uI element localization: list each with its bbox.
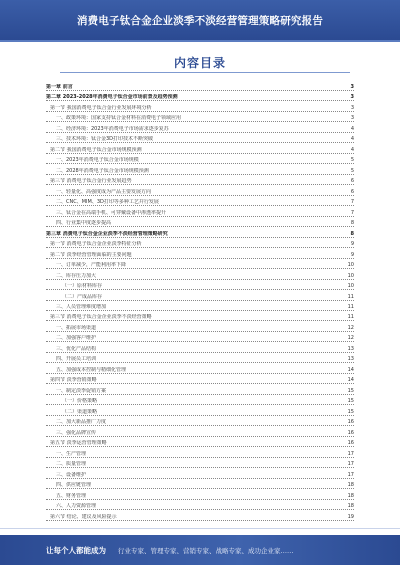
toc-entry[interactable] — [46, 260, 354, 269]
toc-entry-text: 二、CNC、MIM、3D打印等多种工艺并行发展 — [46, 199, 161, 205]
toc-entry[interactable] — [46, 344, 354, 353]
toc-entry[interactable] — [46, 428, 354, 437]
toc-entry-text: 二、库存压力加大 — [46, 273, 98, 279]
toc-entry[interactable] — [46, 480, 354, 489]
toc-entry[interactable] — [46, 386, 354, 395]
toc-entry-text: （一）价格策略 — [46, 398, 99, 404]
toc-entry-page: 17 — [347, 471, 354, 478]
toc-entry-text: 一、拓展市场渠道 — [46, 325, 98, 331]
header-banner — [0, 0, 400, 40]
toc-entry[interactable] — [46, 417, 354, 426]
toc-entry[interactable] — [46, 459, 354, 468]
toc-entry[interactable] — [46, 302, 354, 311]
toc-entry-page: 12 — [347, 335, 354, 342]
toc-entry-page: 10 — [347, 262, 354, 269]
toc-entry-page: 15 — [347, 408, 354, 415]
toc-entry-text: 三、人员管理难度增加 — [46, 304, 108, 310]
toc-entry-text: 二、经济环境：2023年消费电子市场需求逐步复苏 — [46, 126, 171, 132]
toc-entry[interactable] — [46, 292, 354, 301]
toc-entry-page: 15 — [347, 387, 354, 394]
toc-entry-page: 13 — [347, 345, 354, 352]
toc-entry-text: 三、钛合金在高端手机、可穿戴设备中渗透率提升 — [46, 210, 168, 216]
toc-entry-text: 四、行业集中度逐步提高 — [46, 220, 113, 226]
toc-entry-page: 7 — [350, 199, 354, 206]
toc-entry[interactable] — [46, 312, 354, 321]
toc-entry[interactable] — [46, 438, 354, 447]
toc-entry-page: 8 — [350, 220, 354, 227]
toc-entry[interactable] — [46, 281, 354, 290]
toc-entry[interactable] — [46, 407, 354, 416]
toc-entry-text: 五、财务管理 — [46, 493, 88, 499]
toc-entry-text: 二、2028年消费电子钛合金市场规模预测 — [46, 168, 151, 174]
toc-entry[interactable] — [46, 491, 354, 500]
toc-entry-page: 9 — [350, 241, 354, 248]
toc-entry-page: 11 — [347, 304, 354, 310]
toc-entry-page: 4 — [350, 146, 354, 153]
toc-entry-text: 二、加强客户维护 — [46, 335, 98, 341]
footer-banner — [0, 535, 400, 565]
toc-entry[interactable] — [46, 375, 354, 384]
toc-entry-text: （一）原材料库存 — [46, 283, 104, 289]
toc-entry-page: 4 — [350, 136, 354, 143]
toc-entry[interactable] — [46, 176, 354, 185]
toc-entry[interactable] — [46, 323, 354, 332]
toc-entry-text: 第二章 2023-2028年消费电子钛合金市场前景及趋势预测 — [46, 94, 178, 101]
toc-entry[interactable] — [46, 470, 354, 479]
toc-entry-text: 六、人力资源管理 — [46, 503, 98, 509]
toc-entry[interactable] — [46, 103, 354, 112]
toc-entry-text: 第四节 淡季营销策略 — [46, 377, 99, 383]
toc-entry-page: 19 — [347, 513, 354, 520]
toc-entry-page: 11 — [347, 314, 354, 321]
toc-entry[interactable] — [46, 512, 354, 521]
toc-entry[interactable] — [46, 208, 354, 217]
toc-entry-text: 第一章 前言 — [46, 84, 73, 90]
toc-entry-page: 6 — [350, 188, 354, 195]
toc-entry-text: 一、订单减少，产能利用率下降 — [46, 262, 128, 268]
report-title: 消费电子钛合金企业淡季不淡经营管理策略研究报告 — [76, 14, 324, 27]
toc-entry-page: 7 — [350, 209, 354, 216]
toc-entry-text: 三、优化产品结构 — [46, 346, 98, 352]
toc-entry-text: 第三节 消费电子钛合金企业淡季不淡经营策略 — [46, 314, 154, 320]
toc-entry-page: 16 — [347, 440, 354, 447]
toc-entry[interactable] — [46, 197, 354, 206]
toc-entry-text: 第三节 消费电子钛合金行业发展趋势 — [46, 178, 134, 184]
toc-entry[interactable] — [46, 501, 354, 510]
toc-entry[interactable] — [46, 166, 354, 175]
footer-slogan-right: 行业专家、管理专家、营销专家、战略专家、成功企业家…… — [118, 546, 294, 555]
toc-entry-text: 四、供应链管理 — [46, 482, 93, 488]
toc-entry-page: 18 — [347, 482, 354, 489]
toc-entry[interactable] — [46, 365, 354, 374]
toc-entry-page: 16 — [347, 429, 354, 436]
toc-entry-text: 三、技术环境：钛合金3D打印技术不断突破 — [46, 136, 155, 142]
toc-entry[interactable] — [46, 396, 354, 405]
toc-entry[interactable] — [46, 187, 354, 196]
toc-entry-page: 17 — [347, 461, 354, 468]
toc-entry-page: 3 — [350, 115, 354, 122]
toc-entry[interactable] — [46, 449, 354, 458]
toc-entry-text: 二、质量管理 — [46, 461, 88, 467]
header-divider — [0, 40, 400, 42]
toc-entry-text: 一、政策环境：国家支持钛合金材料在消费电子领域应用 — [46, 115, 183, 121]
toc-entry-page: 4 — [350, 125, 354, 132]
toc-entry-page: 6 — [350, 178, 354, 185]
toc-entry-page: 18 — [347, 492, 354, 499]
toc-entry-text: 一、2023年消费电子钛合金市场规模 — [46, 157, 141, 163]
toc-entry-text: 第一节 我国消费电子钛合金行业发展环境分析 — [46, 105, 154, 111]
toc-entry[interactable] — [46, 92, 354, 101]
toc-entry-text: 一、轻量化、高强度成为产品主要发展方向 — [46, 189, 153, 195]
toc-entry-text: 一、生产管理 — [46, 451, 88, 457]
toc-entry-page: 5 — [350, 157, 354, 164]
toc-entry[interactable] — [46, 218, 354, 227]
toc-entry-text: 一、制定淡季促销方案 — [46, 388, 108, 394]
toc-entry-page: 8 — [350, 230, 354, 237]
toc-entry[interactable] — [46, 82, 354, 91]
toc-entry[interactable] — [46, 333, 354, 342]
toc-entry[interactable] — [46, 250, 354, 259]
toc-entry[interactable] — [46, 229, 354, 238]
toc-entry-page: 14 — [347, 366, 354, 373]
toc-entry-page: 10 — [347, 283, 354, 290]
toc-entry-page: 17 — [347, 450, 354, 457]
toc-entry-page: 9 — [350, 251, 354, 258]
toc-entry[interactable] — [46, 124, 354, 133]
toc-entry-page: 12 — [347, 324, 354, 331]
toc-entry-page: 11 — [347, 293, 354, 300]
toc-entry-page: 3 — [350, 84, 354, 90]
toc-entry-page: 3 — [350, 104, 354, 111]
toc-entry-page: 14 — [347, 377, 354, 384]
toc-entry-text: 四、开展员工培训 — [46, 356, 98, 362]
toc-entry-text: 第六节 结论、建议及风险提示 — [46, 514, 119, 520]
toc-entry[interactable] — [46, 155, 354, 164]
toc-entry-text: 第二节 淡季经营管理面临的主要问题 — [46, 252, 134, 258]
toc-entry-page: 15 — [347, 398, 354, 405]
toc-entry-page: 16 — [347, 419, 354, 426]
toc-entry-text: （二）产成品库存 — [46, 294, 104, 300]
toc-entry[interactable] — [46, 113, 354, 122]
toc-entry[interactable] — [46, 354, 354, 363]
toc-entry-text: 三、强化品牌宣传 — [46, 430, 98, 436]
table-of-contents — [46, 82, 354, 522]
toc-entry-text: 第二节 我国消费电子钛合金市场规模预测 — [46, 147, 144, 153]
toc-entry-page: 3 — [350, 94, 354, 101]
toc-title-divider — [60, 72, 350, 73]
footer-slogan-left: 让每个人都能成为 — [46, 545, 106, 555]
toc-entry-text: （二）渠道策略 — [46, 409, 99, 415]
toc-entry-page: 10 — [347, 272, 354, 279]
toc-entry[interactable] — [46, 271, 354, 280]
footer-divider — [0, 528, 400, 529]
toc-entry-text: 第五节 淡季运营管理策略 — [46, 440, 109, 446]
toc-title: 内容目录 — [173, 56, 226, 70]
toc-entry[interactable] — [46, 145, 354, 154]
toc-entry-text: 第一节 消费电子钛合金企业淡季特征分析 — [46, 241, 144, 247]
toc-entry-page: 18 — [347, 503, 354, 510]
toc-entry-text: 五、加强成本控制与精细化管理 — [46, 367, 128, 373]
toc-entry-text: 第三章 消费电子钛合金企业淡季不淡经营管理策略研究 — [46, 230, 168, 237]
toc-entry[interactable] — [46, 239, 354, 248]
toc-entry[interactable] — [46, 134, 354, 143]
toc-entry-text: 二、加大新品推广力度 — [46, 419, 108, 425]
toc-entry-text: 三、设备维护 — [46, 472, 88, 478]
toc-entry-page: 5 — [350, 167, 354, 174]
toc-entry-page: 13 — [347, 356, 354, 363]
